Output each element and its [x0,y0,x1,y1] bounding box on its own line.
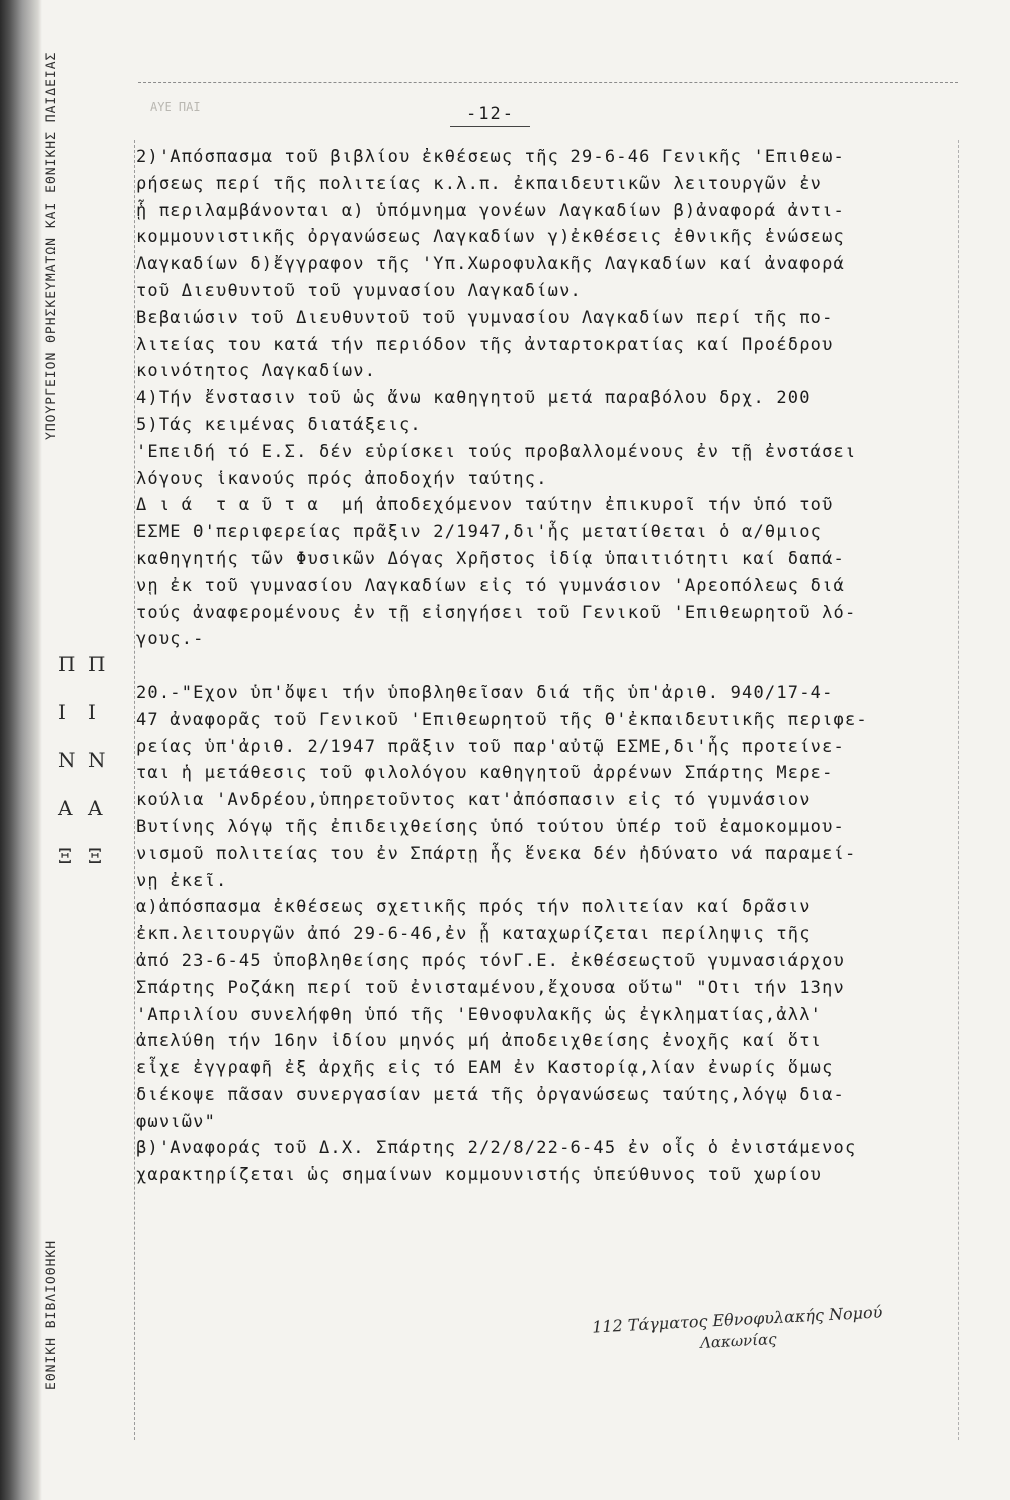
text-line: 2)'Απόσπασμα τοῦ βιβλίου ἐκθέσεως τῆς 29-6-46 Γενικῆς 'Επιθεω- [136,147,845,167]
text-line: ΕΣΜΕ Θ'περιφερείας πρᾶξιν 2/1947,δι'ἧς μετατίθεται ὁ α/θμιος [136,522,823,543]
text-line: 20.-"Εχον ὑπ'ὄψει τήν ὑποβληθεῖσαν διά τῆς ὑπ'ἀριθ. 940/17-4- [136,682,834,703]
text-line: α)ἀπόσπασμα ἐκθέσεως σχετικῆς πρός τήν πολιτείαν καί δρᾶσιν [136,897,811,918]
handwritten-annotation: 112 Τάγματος Εθνοφυλακής Νομού [591,1302,883,1337]
text-line: 'Απριλίου συνελήφθη ὑπό τῆς 'Εθνοφυλακῆς ὡς ἐγκληματίας,ἀλλ' [136,1004,823,1025]
text-line: ἐκπ.λειτουργῶν ἀπό 29-6-46,ἐν ᾗ καταχωρίζεται περίληψις τῆς [136,924,811,945]
pinax-letter: Ξ [58,844,75,868]
pinax-letter: Ι [58,700,68,724]
text-line: τοῦ Διευθυντοῦ τοῦ γυμνασίου Λαγκαδίων. [136,280,582,301]
page-number: -12- [466,104,515,124]
text-line: λόγους ἱκανούς πρός ἀποδοχήν ταύτης. [136,468,548,489]
pinax-label-right [88,640,110,880]
text-line: γους.- [136,629,205,650]
text-line: κομμουνιστικῆς ὀργανώσεως Λαγκαδίων γ)ἐκθέσεις ἐθνικῆς ἑνώσεως [136,227,845,248]
section-2 [136,144,966,653]
text-line: Δ ι ά τ α ῦ τ α μή ἀποδεχόμενον ταύτην ἐπικυροῖ τήν ὑπό τοῦ [136,495,834,516]
text-line: ἀπό 23-6-45 ὑποβληθείσης πρός τόνΓ.Ε. ἐκθέσεωςτοῦ γυμνασιάρχου [136,950,845,971]
text-line: Βυτίνης λόγῳ τῆς ἐπιδειχθείσης ὑπό τούτου ὑπέρ τοῦ ἐαμοκομμου- [136,816,845,837]
text-line: εἶχε ἐγγραφῆ ἐξ ἀρχῆς εἰς τό ΕΑΜ ἐν Καστορίᾳ,λίαν ἐνωρίς ὅμως [136,1058,834,1079]
section-20 [136,680,966,1189]
left-margin-line [134,140,135,1440]
text-line: 47 ἀναφορᾶς τοῦ Γενικοῦ 'Επιθεωρητοῦ τῆς Θ'ἐκπαιδευτικῆς περιφε- [136,709,868,730]
text-line: Βεβαιώσιν τοῦ Διευθυντοῦ τοῦ γυμνασίου Λαγκαδίων περί τῆς πο- [136,307,834,328]
text-line: χαρακτηρίζεται ὡς σημαίνων κομμουνιστής ὑπεύθυνος τοῦ χωρίου [136,1165,823,1186]
text-line: 4)Τήν ἔνστασιν τοῦ ὡς ἄνω καθηγητοῦ μετά παραβόλου δρχ. 200 [136,388,811,409]
text-line: φωνιῶν" [136,1111,217,1132]
text-line: ἀπελύθη τήν 16ην ἰδίου μηνός μή ἀποδειχθείσης ἐνοχῆς καί ὅτι [136,1031,823,1052]
pinax-letter: Ξ [88,844,105,868]
top-rule [138,82,958,83]
text-line: ρείας ὑπ'ἀριθ. 2/1947 πρᾶξιν τοῦ παρ'αὐτῷ ΕΣΜΕ,δι'ἧς προτείνε- [136,736,845,757]
text-line: καθηγητής τῶν Φυσικῶν Δόγας Χρῆστος ἰδίᾳ ὑπαιτιότητι καί δαπά- [136,548,845,569]
page-number-rule [450,126,530,127]
text-line: νισμοῦ πολιτείας του ἐν Σπάρτῃ ἧς ἕνεκα δέν ἠδύνατο νά παραμεί- [136,843,857,864]
text-line: 5)Τάς κειμένας διατάξεις. [136,414,422,435]
text-line: β)'Αναφοράς τοῦ Δ.Χ. Σπάρτης 2/2/8/22-6-45 ἐν οἷς ὁ ἐνιστάμενος [136,1138,857,1159]
text-line: νῃ ἐκεῖ. [136,870,228,891]
pinax-letter: Π [58,652,78,676]
reference-mark: ΑΥΕ ΠΑΙ [150,100,201,114]
text-line: Σπάρτης Ροζάκη περί τοῦ ἐνισταμένου,ἔχουσα οὕτω" "Οτι τήν 13ην [136,977,845,998]
pinax-letter: Π [88,652,108,676]
pinax-letter: Α [58,796,75,820]
text-line: διέκοψε πᾶσαν συνεργασίαν μετά τῆς ὀργανώσεως ταύτης,λόγῳ δια- [136,1084,845,1105]
pinax-letter: Α [88,796,105,820]
pinax-letter: Ν [58,748,78,772]
handwritten-annotation-2: Λακωνίας [699,1330,777,1352]
text-line: Λαγκαδίων δ)ἔγγραφον τῆς 'Υπ.Χωροφυλακῆς Λαγκαδίων καί ἀναφορά [136,254,845,275]
typewritten-body [136,144,966,1189]
paragraph-gap [136,653,966,680]
pinax-label-left [58,640,80,880]
text-line: λιτείας του κατά τήν περιόδον τῆς ἀνταρτοκρατίας καί Προέδρου [136,334,834,355]
side-stamp: ΥΠΟΥΡΓΕΙΟΝ ΘΡΗΣΚΕΥΜΑΤΩΝ ΚΑΙ ΕΘΝΙΚΗΣ ΠΑΙΔΕΙΑΣ [44,51,59,440]
pinax-letter: Ι [88,700,98,724]
text-line: κούλια 'Ανδρέου,ὑπηρετοῦντος κατ'ἀπόσπασιν εἰς τό γυμνάσιον [136,790,811,811]
text-line: νῃ ἐκ τοῦ γυμνασίου Λαγκαδίων εἰς τό γυμνάσιον 'Αρεοπόλεως διά [136,575,845,596]
side-stamp-lower: ΕΘΝΙΚΗ ΒΙΒΛΙΟΘΗΚΗ [44,1239,59,1390]
text-line: τούς ἀναφερομένους ἐν τῇ εἰσηγήσει τοῦ Γενικοῦ 'Επιθεωρητοῦ λό- [136,602,857,623]
text-line: 'Επειδή τό Ε.Σ. δέν εὑρίσκει τούς προβαλλομένους ἐν τῇ ἐνστάσει [136,441,857,462]
text-line: ρήσεως περί τῆς πολιτείας κ.λ.π. ἐκπαιδευτικῶν λειτουργῶν ἐν [136,173,823,194]
binding-strip [0,0,42,1500]
text-line: κοινότητος Λαγκαδίων. [136,361,377,382]
text-line: ᾗ περιλαμβάνονται α) ὑπόμνημα γονέων Λαγκαδίων β)ἀναφορά ἀντι- [136,200,845,221]
text-line: ται ἡ μετάθεσις τοῦ φιλολόγου καθηγητοῦ ἀρρένων Σπάρτης Μερε- [136,763,834,784]
pinax-letter: Ν [88,748,108,772]
